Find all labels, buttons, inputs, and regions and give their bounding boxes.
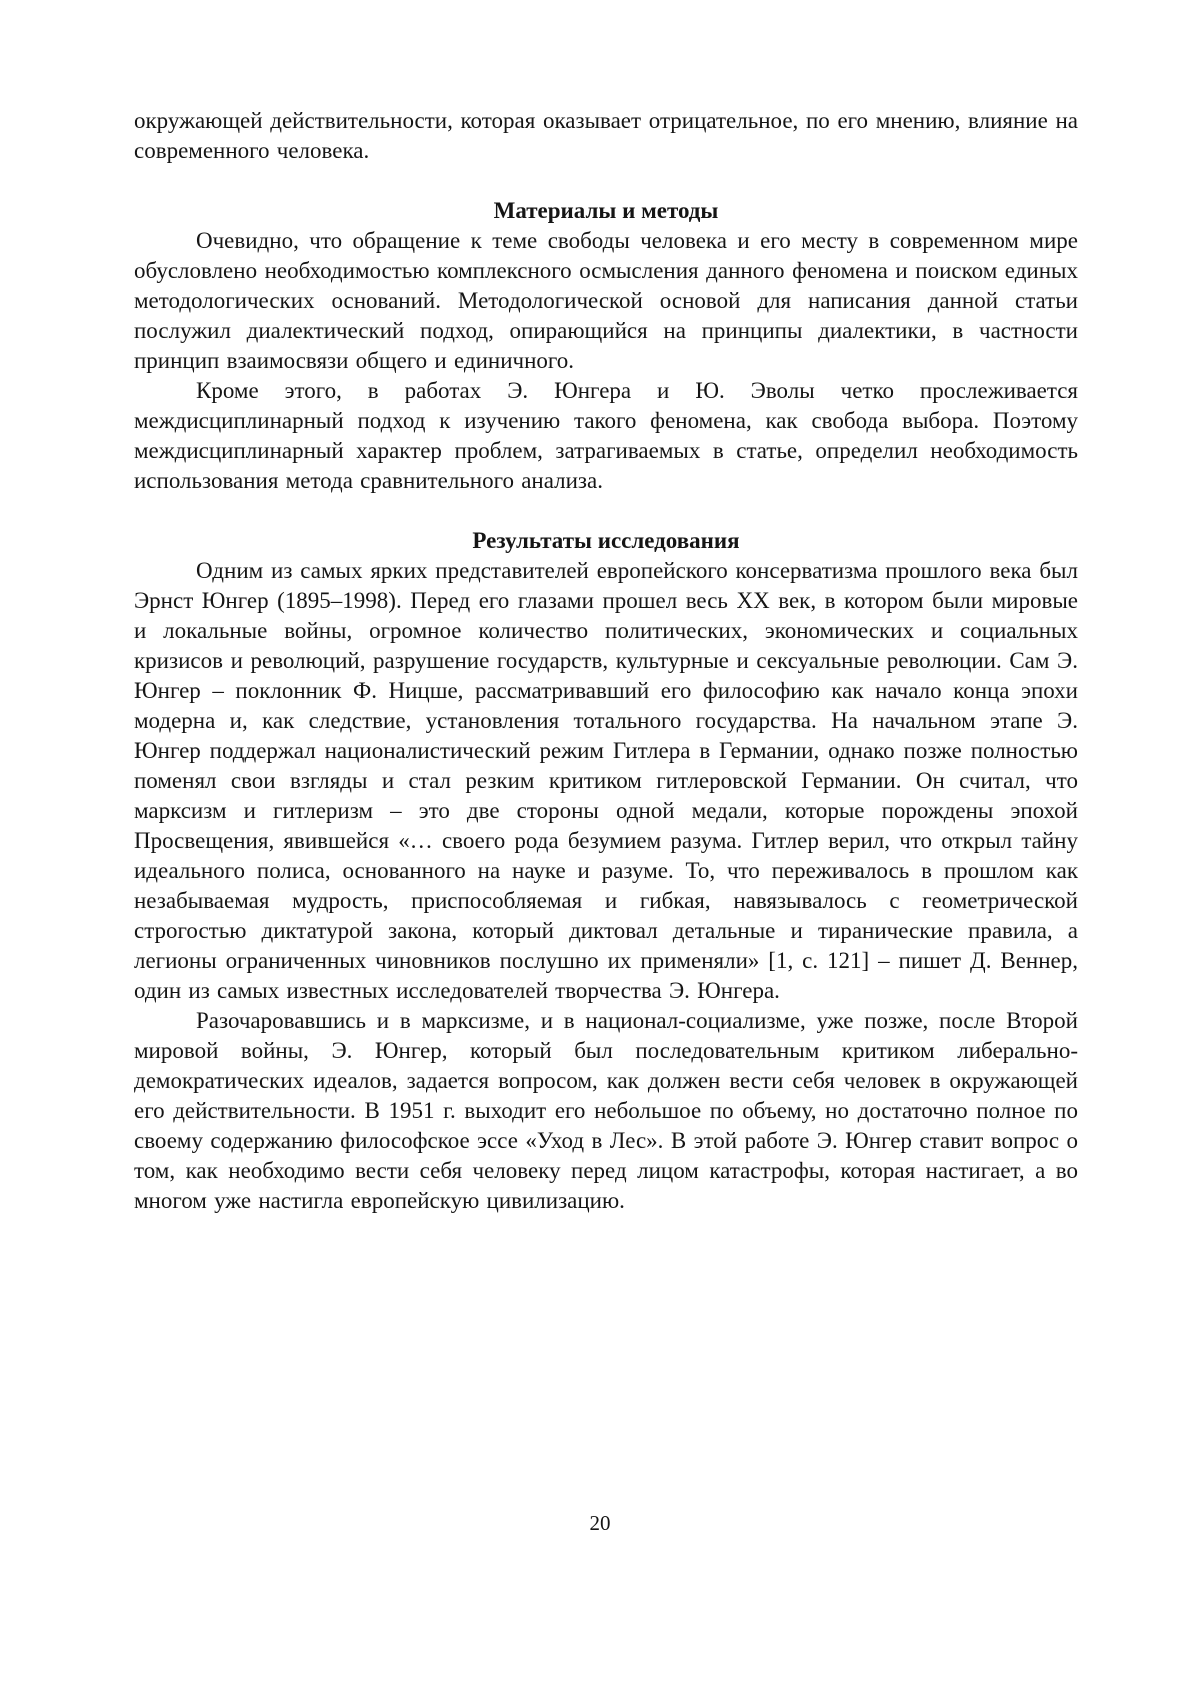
methods-paragraph-1: Очевидно, что обращение к теме свободы человека и его месту в современном мире обусловлено необходимостью комплексного осмысления данного феномена и поиском единых методологических оснований. Методологической основой для написания данной статьи послужил диалектический подход, опирающийся на принципы диалектики, в частности принцип взаимосвязи общего и единичного.: [134, 228, 1078, 373]
section-heading-results: Результаты исследования: [472, 528, 740, 553]
continuation-paragraph: окружающей действительности, которая оказывает отрицательное, по его мнению, влияние на современного человека.: [134, 108, 1078, 163]
section-heading-materials-methods: Материалы и методы: [493, 198, 719, 223]
page-number: 20: [589, 1511, 611, 1535]
results-paragraph-2: Разочаровавшись и в марксизме, и в национал-социализме, уже позже, после Второй мировой войны, Э. Юнгер, который был последовательным критиком либерально-демократических идеалов, задается вопросом, как должен вести себя человек в окружающей его действительности. В 1951 г. выходит его небольшое по объему, но достаточно полное по своему содержанию философское эссе «Уход в Лес». В этой работе Э. Юнгер ставит вопрос о том, как необходимо вести себя человеку перед лицом катастрофы, которая настигает, а во многом уже настигла европейскую цивилизацию.: [134, 1008, 1078, 1213]
methods-paragraph-2: Кроме этого, в работах Э. Юнгера и Ю. Эволы четко прослеживается междисциплинарный подход к изучению такого феномена, как свобода выбора. Поэтому междисциплинарный характер проблем, затрагиваемых в статье, определил необходимость использования метода сравнительного анализа.: [134, 378, 1078, 493]
results-paragraph-1: Одним из самых ярких представителей европейского консерватизма прошлого века был Эрнст Юнгер (1895–1998). Перед его глазами прошел весь XX век, в котором были мировые и локальные войны, огромное количество политических, экономических и социальных кризисов и революций, разрушение государств, культурные и сексуальные революции. Сам Э. Юнгер – поклонник Ф. Ницше, рассматривавший его философию как начало конца эпохи модерна и, как следствие, установления тотального государства. На начальном этапе Э. Юнгер поддержал националистический режим Гитлера в Германии, однако позже полностью поменял свои взгляды и стал резким критиком гитлеровской Германии. Он считал, что марксизм и гитлеризм – это две стороны одной медали, которые порождены эпохой Просвещения, явившейся «… своего рода безумием разума. Гитлер верил, что открыл тайну идеального полиса, основанного на науке и разуме. То, что переживалось в прошлом как незабываемая мудрость, приспособляемая и гибкая, навязывалось с геометрической строгостью диктатурой закона, который диктовал детальные и тиранические правила, а легионы ограниченных чиновников послушно их применяли» [1, с. 121] – пишет Д. Веннер, один из самых известных исследователей творчества Э. Юнгера.: [134, 558, 1078, 1003]
